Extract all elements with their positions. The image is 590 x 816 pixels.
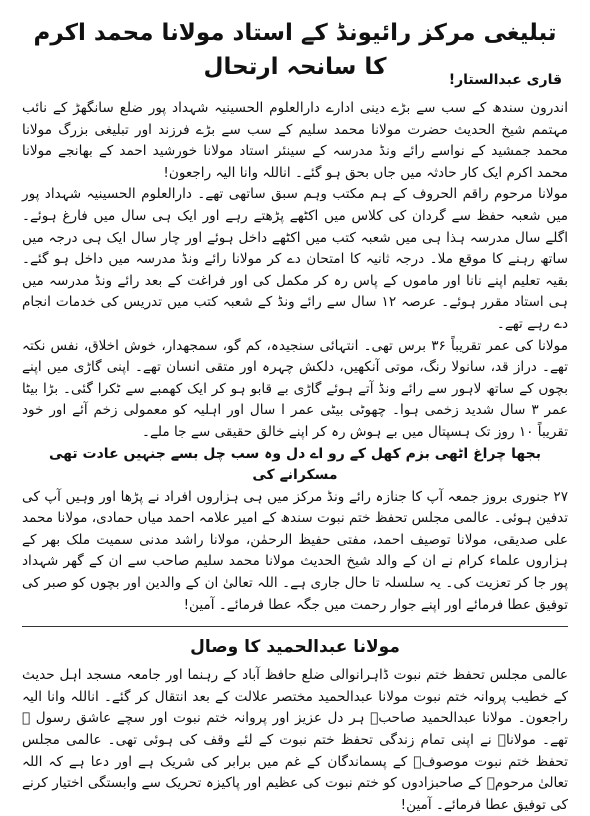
verse: بجھا چراغ اٹھی بزم کھل کے رو اے دل وہ سب چل بسے جنہیں عادت تھی مسکرانے کی (49, 445, 541, 484)
paragraph: اندرون سندھ کے سب سے بڑے دینی ادارے دارالعلوم الحسینیہ شہداد پور ضلع سانگھڑ کے نائب مہتمم شیخ الحدیث حضرت مولانا محمد سلیم کے سب سے بڑے فرزند اور تبلیغی بزرگ مولانا محمد جمشید کے نواسے رائے ونڈ مدرسہ کے سینئر استاد مولانا خورشید احمد کے بھانجے مولانا محمد اکرم ایک کار حادثہ میں جاں بحق ہو گئے۔ اناللہ وانا الیہ راجعون! (22, 100, 568, 181)
paragraph: ۲۷ جنوری بروز جمعہ آپ کا جنازہ رائے ونڈ مرکز میں ہی ہزاروں افراد نے پڑھا اور وہیں آپ کی تدفین ہوئی۔ عالمی مجلس تحفظ ختم نبوت سندھ کے امیر علامہ احمد میاں حمادی، مولانا محمد علی صدیقی، مولانا توصیف احمد، مفتی حفیظ الرحمٰن، مولانا راشد مدنی سمیت ملک بھر کے ہزاروں علماء کرام نے ان کے والد شیخ الحدیث مولانا محمد سلیم صاحب سے ان کے گھر شہداد پور جا کر تعزیت کی۔ یہ سلسلہ تا حال جاری ہے۔ اللہ تعالیٰ ان کے والدین اور بچوں کو صبر کی توفیق عطا فرمائے اور اپنے جوار رحمت میں جگہ عطا فرمائے۔ آمین! (22, 488, 568, 613)
article-title: تبلیغی مرکز رائیونڈ کے استاد مولانا محمد اکرم کا سانحہ ارتحال (33, 20, 557, 80)
section-title: مولانا عبدالحمید کا وصال (190, 637, 400, 658)
paragraph: مولانا مرحوم راقم الحروف کے ہم مکتب وہم سبق ساتھی تھے۔ دارالعلوم الحسینیہ شہداد پور میں شعبہ حفظ سے گردان کی کلاس میں اکٹھے پڑھتے رہے اور ایک ہی سال میں فارغ ہوئے۔ اگلے سال مدرسہ ہذا ہی میں شعبہ کتب میں اکٹھے داخل ہوئے اور چار سال ایک ہی درجہ میں ساتھ رہنے کا موقع ملا۔ درجہ ثانیہ کا امتحان دے کر مولانا رائے ونڈ مدرسہ میں داخل ہو گئے۔ بقیہ تعلیم اپنے نانا اور ماموں کے پاس رہ کر مکمل کی اور فراغت کے بعد رائے ونڈ مدرسہ میں ہی استاد مقرر ہوئے۔ عرصہ ۱۲ سال سے رائے ونڈ کے شعبہ کتب میں تدریس کی خدمات انجام دے رہے تھے۔ (22, 186, 568, 332)
obituary-section (22, 626, 568, 816)
section-body (22, 665, 568, 816)
author-name: قاری عبدالستار! (448, 72, 562, 88)
article-body (22, 98, 568, 616)
paragraph: عالمی مجلس تحفظ ختم نبوت ڈاہرانوالی ضلع حافظ آباد کے رہنما اور جامعہ مسجد اہل حدیث کے خطیب پروانہ ختم نبوت مولانا عبدالحمید مختصر علالت کے بعد انتقال کر گئے۔ اناللہ وانا الیہ راجعون۔ مولانا عبدالحمید صاحبؒ ہر دل عزیز اور پروانہ ختم نبوت اور سچے عاشق رسول ﷺ تھے۔ مولاناؒ نے اپنی تمام زندگی تحفظ ختم نبوت کے لئے وقف کی ہوئی تھی۔ عالمی مجلس تحفظ ختم نبوت موصوفؒ کے پسماندگان کے غم میں برابر کی شریک ہے اور دعا ہے کہ اللہ تعالیٰ مرحومؒ کے صاحبزادوں کو ختم نبوت کی عظیم اور پاکیزہ تحریک سے وابستگی اختیار کرنے کی توفیق عطا فرمائے۔ آمین! (22, 667, 568, 813)
paragraph: مولانا کی عمر تقریباً ۳۶ برس تھی۔ انتہائی سنجیدہ، کم گو، سمجھدار، خوش اخلاق، نفس نکتہ تھے۔ دراز قد، سانولا رنگ، موتی آنکھیں، دلکش چہرہ اور متقی انسان تھے۔ اپنی گاڑی میں اپنے بچوں کے ساتھ لاہور سے رائے ونڈ آتے ہوئے گاڑی بے قابو ہو کر ایک کھمبے سے ٹکرا گئی۔ بڑا بیٹا عمر ۳ سال شدید زخمی ہوا۔ چھوٹی بیٹی عمر ا سال اور اہلیہ کو معمولی زخم آئے اور خود تقریباً ۱۰ روز تک ہسپتال میں بے ہوش رہ کر اپنے خالق حقیقی سے جا ملے۔ (22, 337, 568, 440)
